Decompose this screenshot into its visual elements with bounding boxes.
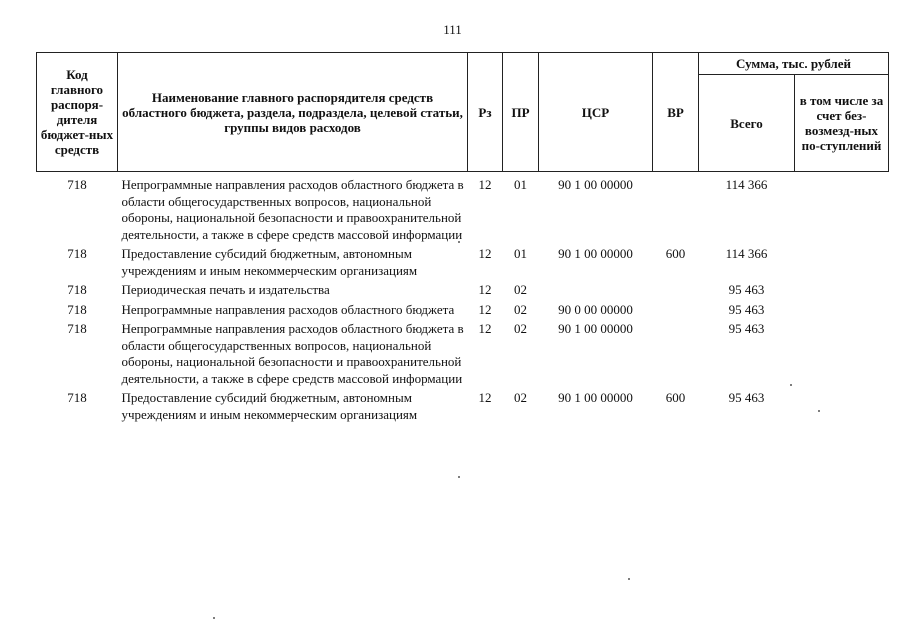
cell-csr: 90 1 00 00000: [558, 246, 633, 261]
cell-total: 95 463: [728, 390, 765, 405]
cell-total: 95 463: [728, 321, 765, 336]
cell-name: Периодическая печать и издательства: [121, 282, 330, 297]
table-row: [37, 321, 889, 390]
cell-total: 95 463: [728, 301, 765, 317]
cell-incl: [795, 390, 889, 426]
table-row: [37, 246, 889, 282]
cell-name: Непрограммные направления расходов областного бюджета в области общегосударственных вопросов, национальной обороны, национальной безопасности и правоохранительной деятельности, а также в сфере средств массовой информации: [121, 321, 464, 386]
cell-csr: 90 0 00 00000: [558, 301, 633, 317]
cell-pr: 02: [514, 390, 527, 405]
scan-speck: [818, 410, 820, 412]
table-row: [37, 390, 889, 426]
cell-csr: [539, 282, 653, 302]
cell-csr: 90 1 00 00000: [558, 321, 633, 336]
cell-rz: 12: [478, 390, 492, 405]
cell-rz: 12: [478, 321, 492, 336]
cell-total: 114 366: [725, 177, 768, 192]
cell-incl: [795, 302, 889, 322]
cell-total: 114 366: [725, 246, 768, 261]
cell-pr: 01: [514, 177, 527, 192]
cell-vr: [653, 172, 699, 247]
cell-pr: 01: [514, 246, 527, 261]
cell-code: 718: [67, 301, 87, 317]
cell-vr: 600: [665, 390, 686, 405]
cell-rz: 12: [478, 246, 492, 261]
cell-incl: [795, 282, 889, 302]
header-name: Наименование главного распорядителя средств областного бюджета, раздела, подраздела, целевой статьи, группы видов расходов: [118, 53, 468, 172]
scan-speck: [458, 241, 460, 243]
cell-name: Предоставление субсидий бюджетным, автономным учреждениям и иным некоммерческим организациям: [121, 246, 418, 278]
scan-speck: [628, 578, 630, 580]
cell-incl: [795, 172, 889, 247]
cell-total: 95 463: [728, 282, 765, 297]
table-row: [37, 282, 889, 302]
header-pr: ПР: [503, 53, 539, 172]
cell-pr: 02: [514, 282, 527, 297]
table-row: [37, 302, 889, 322]
cell-vr: [653, 282, 699, 302]
table-row: [37, 172, 889, 247]
header-sum-group: Сумма, тыс. рублей: [699, 53, 889, 75]
header-total: Всего: [699, 75, 795, 172]
cell-pr: 02: [514, 321, 527, 336]
cell-csr: 90 1 00 00000: [558, 177, 633, 192]
cell-code: 718: [67, 282, 87, 297]
table-header: [37, 53, 889, 172]
header-code: Код главного распоря-дителя бюджет-ных средств: [37, 53, 118, 172]
cell-csr: 90 1 00 00000: [558, 390, 633, 405]
cell-rz: 12: [478, 177, 492, 192]
cell-vr: [653, 321, 699, 390]
scan-speck: [790, 384, 792, 386]
cell-incl: [795, 321, 889, 390]
header-incl: в том числе за счет без-возмезд-ных по-ступлений: [795, 75, 889, 172]
cell-name: Непрограммные направления расходов областного бюджета: [121, 301, 455, 317]
cell-incl: [795, 246, 889, 282]
header-csr: ЦСР: [539, 53, 653, 172]
cell-name: Предоставление субсидий бюджетным, автономным учреждениям и иным некоммерческим организациям: [121, 390, 418, 422]
cell-rz: 12: [478, 301, 492, 317]
header-rz: Рз: [468, 53, 503, 172]
cell-code: 718: [67, 321, 87, 336]
cell-vr: 600: [665, 246, 686, 261]
scan-speck: [458, 476, 460, 478]
cell-code: 718: [67, 177, 87, 192]
cell-vr: [653, 302, 699, 322]
cell-rz: 12: [478, 282, 492, 297]
cell-code: 718: [67, 390, 87, 405]
cell-pr: 02: [514, 301, 527, 317]
table-body: [37, 172, 889, 427]
page-number: 111: [443, 22, 462, 37]
cell-code: 718: [67, 246, 87, 261]
cell-name: Непрограммные направления расходов областного бюджета в области общегосударственных вопросов, национальной обороны, национальной безопасности и правоохранительной деятельности, а также в сфере средств массовой информации: [121, 177, 464, 242]
scan-speck: [213, 617, 215, 619]
budget-table: [36, 52, 889, 426]
header-vr: ВР: [653, 53, 699, 172]
